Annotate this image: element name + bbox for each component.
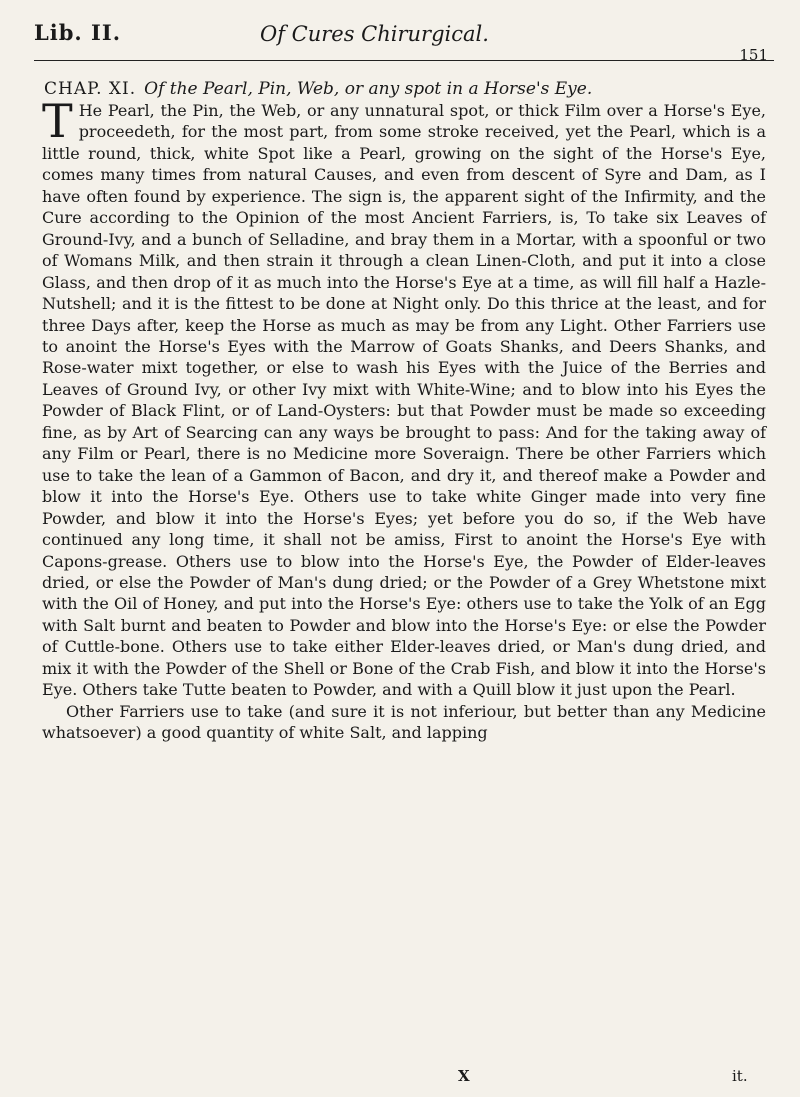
- paragraph-text: He Pearl, the Pin, the Web, or any unnatural spot, or thick Film over a Horse's Eye, proceedeth, for the most part, from some stroke received, yet the Pearl, which is a little round, thick, white Spot like a Pearl, growing on the sight of the Horse's Eye, comes many times from natural Causes, and even from descent of Syre and Dam, as I have often found by experience. The sign is, the apparent sight of the Infirmity, and the Cure according to the Opinion of the most Ancient Farriers, is, To take six Leaves of Ground-Ivy, and a bunch of Selladine, and bray them in a Mortar, with a spoonful or two of Womans Milk, and then strain it through a clean Linen-Cloth, and put it into a close Glass, and then drop of it as much into the Horse's Eye at a time, as will fill half a Hazle-Nutshell; and it is the fittest to be done at Night only. Do this thrice at the least, and for three Days after, keep the Horse as much as may be from any Light. Other Farriers use to anoint the Horse's Eyes with the Marrow of Goats Shanks, and Deers Shanks, and Rose-water mixt together, or else to wash his Eyes with the Juice of the Berries and Leaves of Ground Ivy, or other Ivy mixt with White-Wine; and to blow into his Eyes the Powder of Black Flint, or of Land-Oysters: but that Powder must be made so exceeding fine, as by Art of Searcing can any ways be brought to pass: And for the taking away of any Film or Pearl, there is no Medicine more Soveraign. There be other Farriers which use to take the lean of a Gammon of Bacon, and dry it, and thereof make a Powder and blow it into the Horse's Eye. Others use to take white Ginger made into very fine Powder, and blow it into the Horse's Eyes; yet before you do so, if the Web have continued any long time, it shall not be amiss, First to anoint the Horse's Eye with Capons-grease. Others use to blow into the Horse's Eye, the Powder of Elder-leaves dried, or else the Powder of Man's dung dried; or the Powder of a Grey Whetstone mixt with the Oil of Honey, and put into the Horse's Eye: others use to take the Yolk of an Egg with Salt burnt and beaten to Powder and blow into the Horse's Eye: or else the Powder of Cuttle-bone. Others use to take either Elder-leaves dried, or Man's dung dried, and mix it with the Powder of the Shell or Bone of the Crab Fish, and blow it into the Horse's Eye. Others take Tutte beaten to Powder, and with a Quill blow it just upon the Pearl.: [42, 101, 766, 700]
- paragraph: [42, 701, 766, 744]
- header-rule: [34, 60, 774, 61]
- chapter-heading: [44, 78, 764, 100]
- running-title: Of Cures Chirurgical.: [260, 22, 489, 46]
- paragraph: [42, 94, 766, 701]
- body-text: [42, 94, 766, 744]
- page-header: [34, 20, 774, 64]
- page-number: 151: [739, 46, 768, 64]
- drop-cap: T: [42, 94, 73, 148]
- paragraph-text: Other Farriers use to take (and sure it is not inferiour, but better than any Medicine whatsoever) a good quantity of white Salt, and lapping: [42, 701, 766, 743]
- chapter-title: Of the Pearl, Pin, Web, or any spot in a Horse's Eye.: [144, 79, 593, 99]
- page-footer: [0, 1067, 800, 1089]
- catchword: it.: [732, 1067, 748, 1085]
- chapter-number: CHAP. XI.: [44, 79, 137, 99]
- signature-mark: X: [458, 1067, 470, 1085]
- book-label: Lib. II.: [34, 20, 122, 45]
